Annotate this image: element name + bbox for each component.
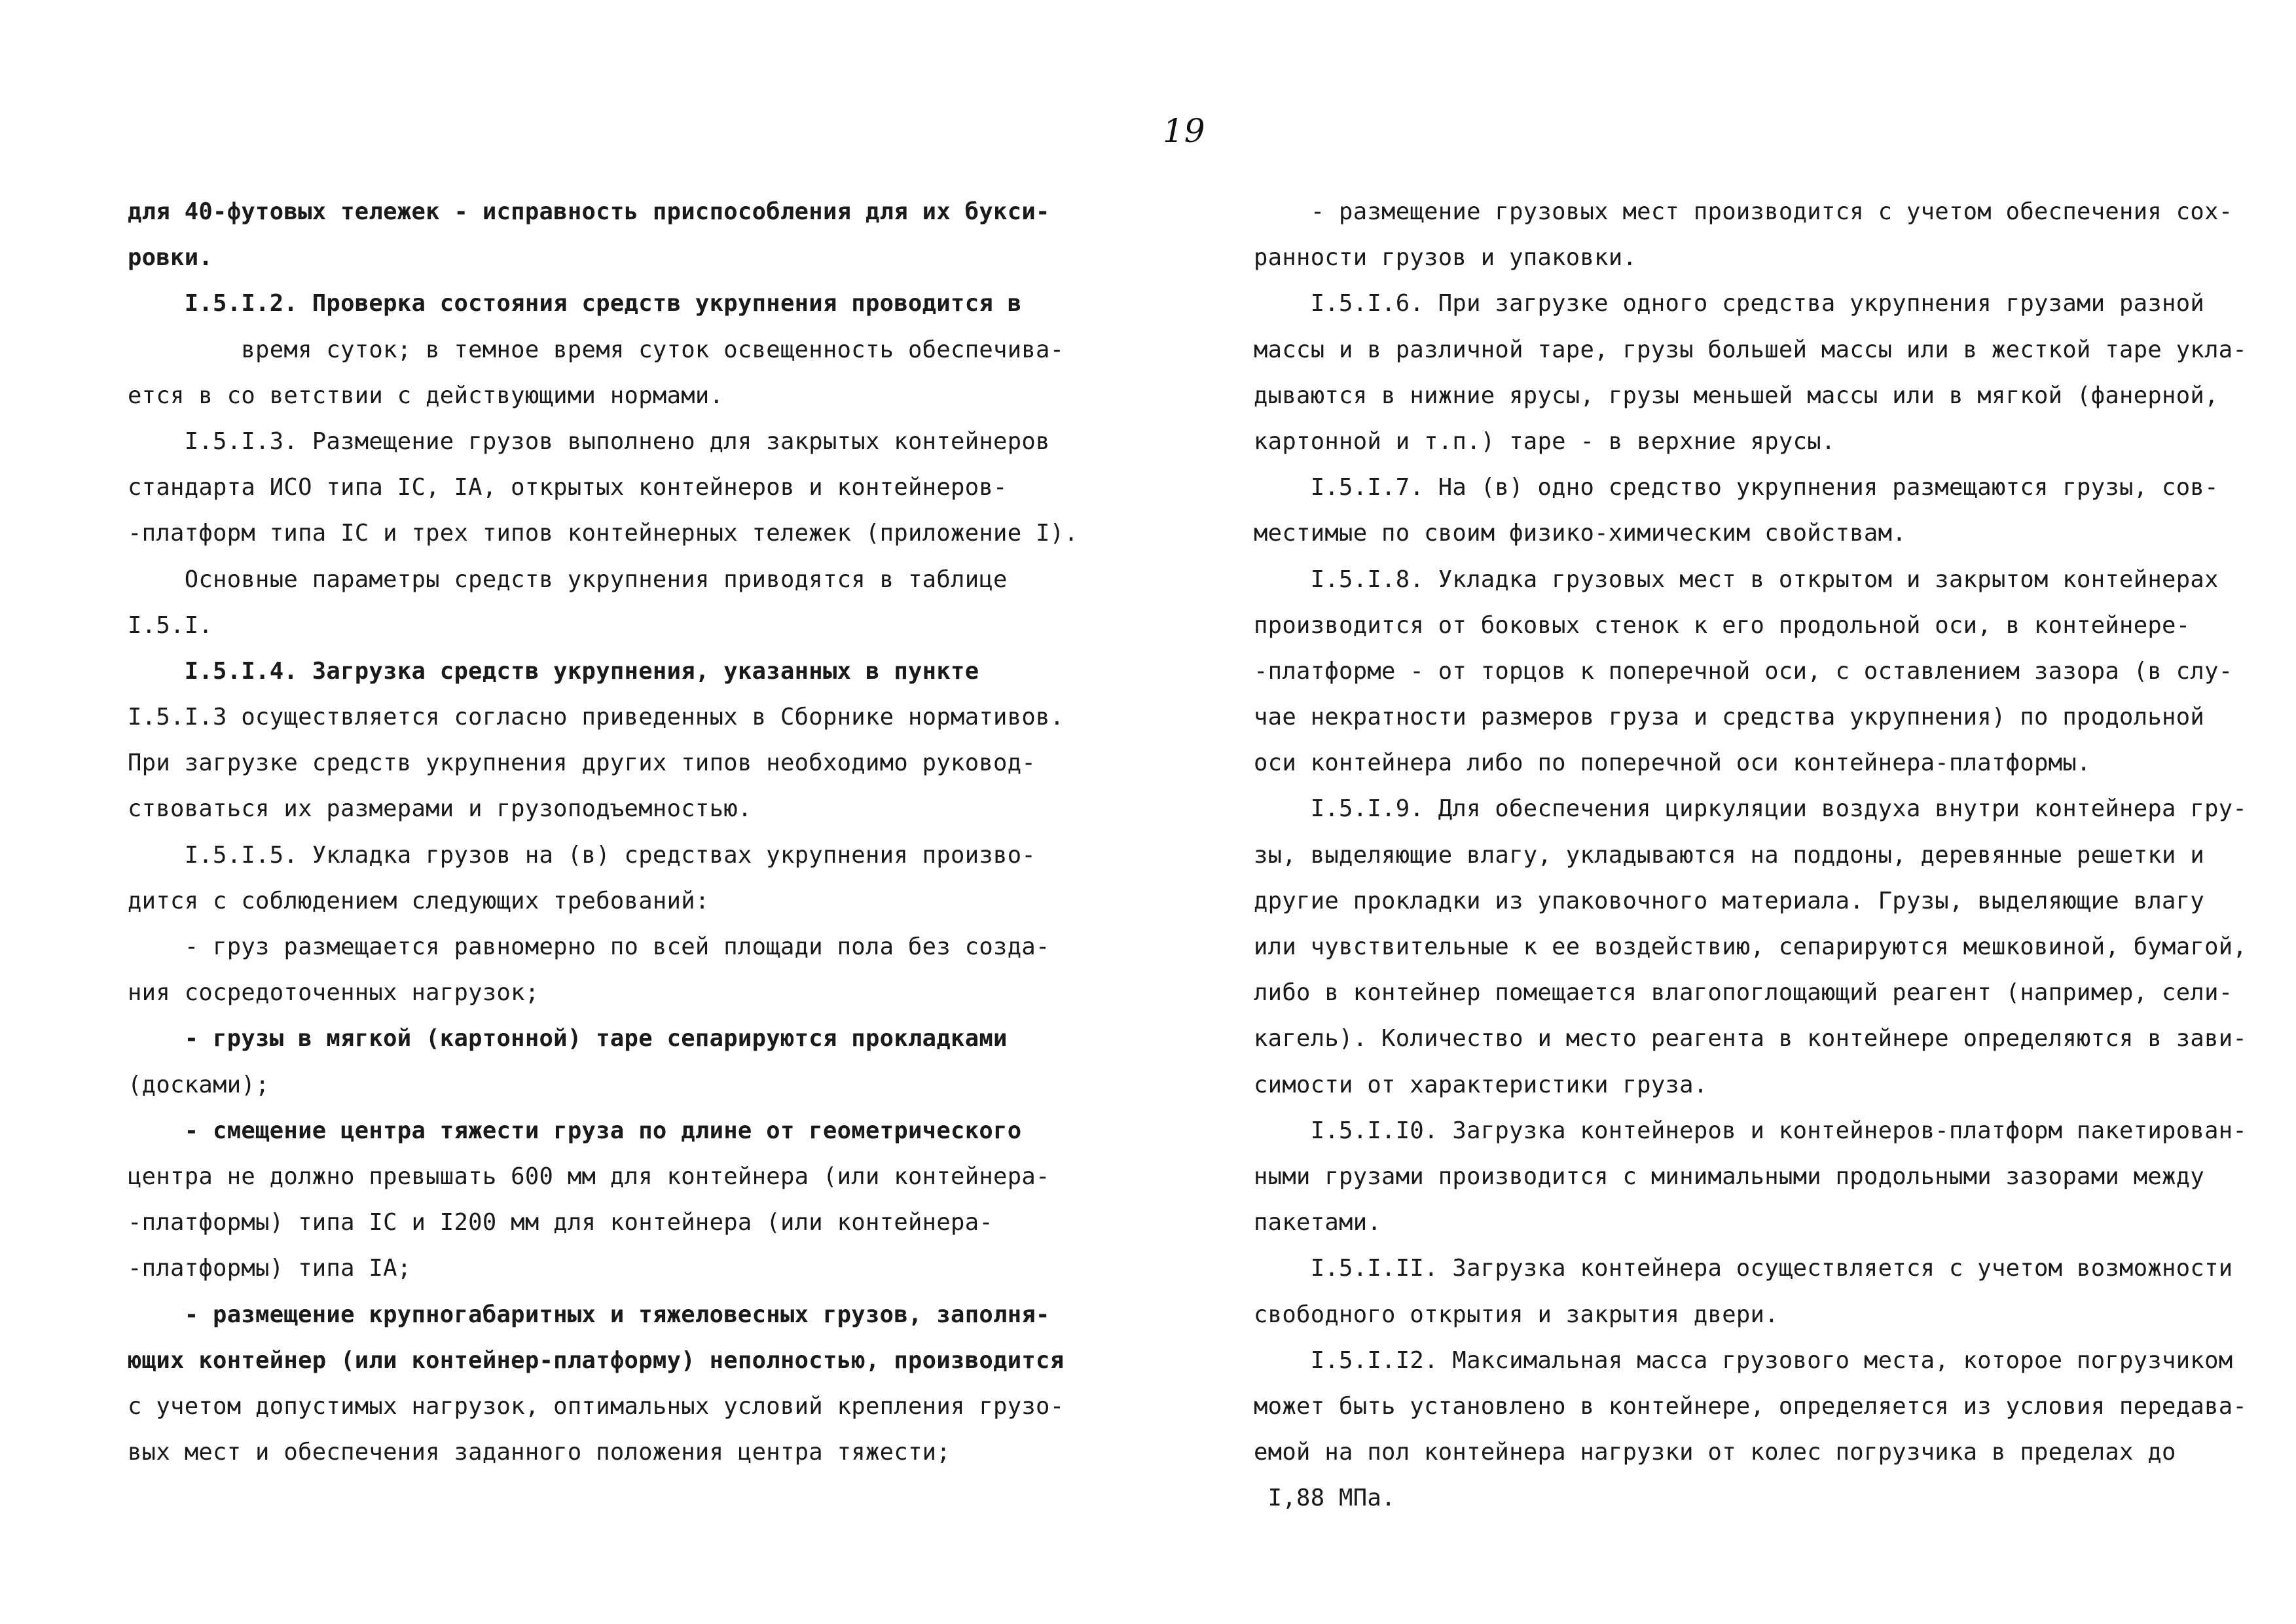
text-line: кагель). Количество и место реагента в контейнере определяются в зави- (1254, 1025, 2248, 1053)
text-line: зы, выделяющие влагу, укладываются на поддоны, деревянные решетки и (1254, 841, 2205, 869)
text-line: -платформы) типа IА; (128, 1255, 412, 1282)
text-line: ствоваться их размерами и грузоподъемностью. (128, 795, 752, 823)
text-line: Основные параметры средств укрупнения приводятся в таблице (128, 566, 1008, 593)
text-line: массы и в различной таре, грузы большей массы или в жесткой таре укла- (1254, 336, 2248, 363)
text-line: I,88 МПа. (1254, 1485, 1396, 1512)
text-line: или чувствительные к ее воздействию, сепарируются мешковиной, бумагой, (1254, 933, 2248, 960)
text-line: центра не должно превышать 600 мм для контейнера (или контейнера- (128, 1163, 1050, 1190)
text-line: - груз размещается равномерно по всей площади пола без созда- (128, 933, 1050, 960)
text-line: картонной и т.п.) таре - в верхние ярусы. (1254, 427, 1836, 455)
text-line: I.5.I.5. Укладка грузов на (в) средствах укрупнения произво- (128, 841, 1036, 869)
text-line: - размещение крупногабаритных и тяжеловесных грузов, заполня- (128, 1301, 1050, 1328)
text-line: стандарта ИСО типа IС, IА, открытых контейнеров и контейнеров- (128, 474, 1008, 501)
text-line: местимые по своим физико-химическим свойствам. (1254, 520, 1906, 547)
text-line: ется в со ветствии с действующими нормами. (128, 382, 724, 409)
text-line: I.5.I.7. На (в) одно средство укрупнения размещаются грузы, сов- (1254, 474, 2219, 501)
text-line: I.5.I.6. При загрузке одного средства укрупнения грузами разной (1254, 290, 2205, 317)
text-line: - смещение центра тяжести груза по длине от геометрического (128, 1117, 1022, 1144)
text-line: вых мест и обеспечения заданного положения центра тяжести; (128, 1439, 951, 1466)
text-line: ния сосредоточенных нагрузок; (128, 979, 539, 1007)
page-number: 19 (1163, 112, 1206, 150)
text-line: свободного открытия и закрытия двери. (1254, 1301, 1779, 1328)
text-line: I.5.I.I0. Загрузка контейнеров и контейнеров-платформ пакетирован- (1254, 1117, 2248, 1144)
text-line: I.5.I.3. Размещение грузов выполнено для закрытых контейнеров (128, 427, 1050, 455)
text-line: -платформ типа IС и трех типов контейнерных тележек (приложение I). (128, 520, 1079, 547)
text-line: I.5.I.9. Для обеспечения циркуляции воздуха внутри контейнера гру- (1254, 795, 2248, 823)
text-line: для 40-футовых тележек - исправность приспособления для их букси- (128, 198, 1050, 225)
text-line: дываются в нижние ярусы, грузы меньшей массы или в мягкой (фанерной, (1254, 382, 2219, 409)
text-line: оси контейнера либо по поперечной оси контейнера-платформы. (1254, 749, 2091, 777)
text-line: другие прокладки из упаковочного материала. Грузы, выделяющие влагу (1254, 887, 2205, 914)
text-line: либо в контейнер помещается влагопоглощающий реагент (например, сели- (1254, 979, 2233, 1007)
text-line: ранности грузов и упаковки. (1254, 244, 1637, 272)
text-line: I.5.I.II. Загрузка контейнера осуществляется с учетом возможности (1254, 1255, 2233, 1282)
text-line: При загрузке средств укрупнения других типов необходимо руковод- (128, 749, 1036, 777)
text-line: чае некратности размеров груза и средства укрупнения) по продольной (1254, 704, 2205, 731)
text-line: I.5.I. (128, 611, 213, 639)
text-line: может быть установлено в контейнере, определяется из условия передава- (1254, 1392, 2248, 1420)
text-line: -платформе - от торцов к поперечной оси, с оставлением зазора (в слу- (1254, 657, 2233, 685)
text-line: симости от характеристики груза. (1254, 1071, 1708, 1098)
text-line: I.5.I.I2. Максимальная масса грузового места, которое погрузчиком (1254, 1346, 2233, 1374)
text-line: I.5.I.2. Проверка состояния средств укрупнения проводится в (128, 290, 1022, 317)
text-line: дится с соблюдением следующих требований: (128, 887, 710, 914)
text-line: время суток; в темное время суток освещенность обеспечива- (128, 336, 1065, 363)
text-line: ными грузами производится с минимальными продольными зазорами между (1254, 1163, 2205, 1190)
right-column (1254, 189, 2262, 1521)
left-column (128, 189, 1110, 1475)
text-line: пакетами. (1254, 1209, 1382, 1236)
text-line: (досками); (128, 1071, 270, 1098)
text-line: I.5.I.8. Укладка грузовых мест в открытом и закрытом контейнерах (1254, 566, 2219, 593)
text-line: - грузы в мягкой (картонной) таре сепарируются прокладками (128, 1025, 1008, 1053)
text-line: ровки. (128, 244, 213, 272)
text-line: - размещение грузовых мест производится с учетом обеспечения сох- (1254, 198, 2233, 225)
text-line: I.5.I.4. Загрузка средств укрупнения, указанных в пункте (128, 657, 979, 685)
text-line: с учетом допустимых нагрузок, оптимальных условий крепления грузо- (128, 1392, 1065, 1420)
text-line: производится от боковых стенок к его продольной оси, в контейнере- (1254, 611, 2191, 639)
text-line: емой на пол контейнера нагрузки от колес погрузчика в пределах до (1254, 1439, 2176, 1466)
text-line: I.5.I.3 осуществляется согласно приведенных в Сборнике нормативов. (128, 704, 1065, 731)
text-line: -платформы) типа IС и I200 мм для контейнера (или контейнера- (128, 1209, 994, 1236)
text-line: ющих контейнер (или контейнер-платформу) неполностью, производится (128, 1346, 1065, 1374)
